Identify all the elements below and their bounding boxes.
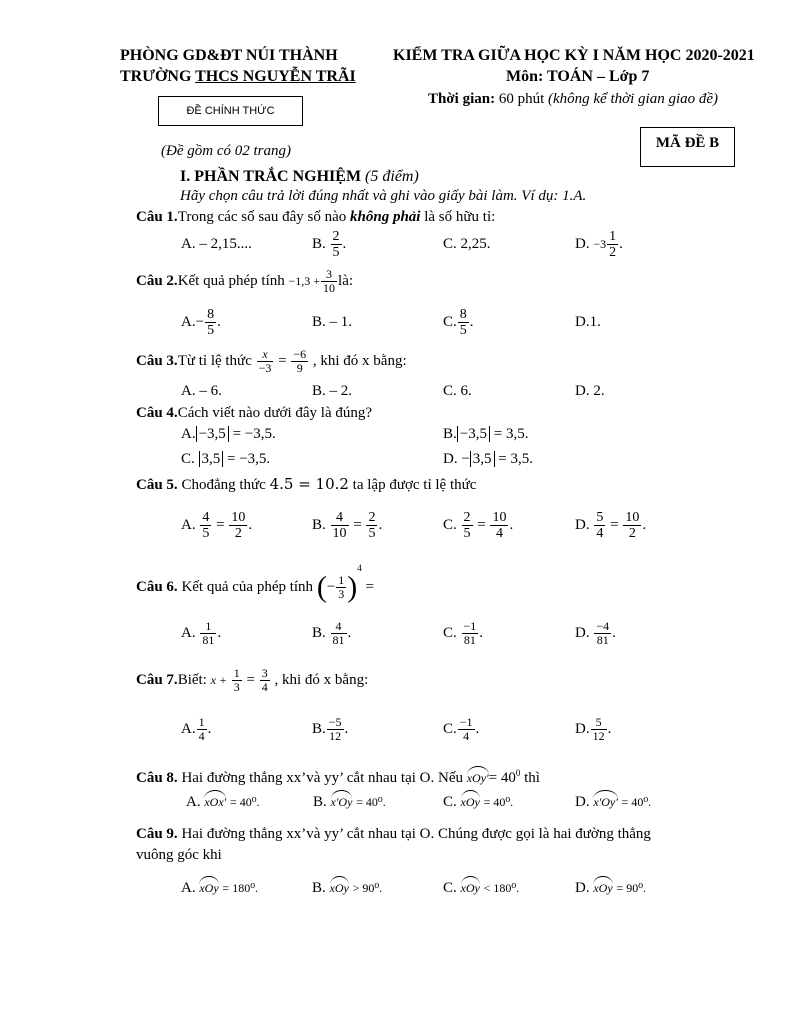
q1-option-b: B. $\frac{2}{5}$ .: [312, 229, 347, 260]
q6-option-a: A. $\frac{1}{81}$ .: [181, 619, 222, 647]
q5-option-b: B. $\frac{4}{10}$ = $\frac{2}{5}$ .: [312, 510, 383, 541]
question-4: Câu 4.Cách viết nào dưới đây là đúng?: [136, 405, 373, 421]
q9-option-b: B. xOy > 90⁰.: [312, 880, 383, 896]
q9-option-c: C. xOy < 180⁰.: [443, 880, 520, 896]
subject: Môn: TOÁN – Lớp 7: [506, 68, 650, 85]
q3-option-b: B. – 2.: [312, 383, 353, 399]
q7-option-b: B. $\frac{-5}{12}$ .: [312, 715, 349, 743]
time-line: Thời gian: 60 phút (không kể thời gian giao đề): [428, 91, 719, 107]
q8-option-d: D. x'Oy' = 40⁰.: [575, 794, 652, 810]
question-3: Câu 3.Từ tỉ lệ thức $\frac{x}{-3}$ = $\frac{-6}{9}$ , khi đó x bằng:: [136, 347, 407, 375]
q7-option-c: C. $\frac{-1}{4}$ .: [443, 715, 480, 743]
q4-option-a: A. −3,5 = −3,5.: [181, 426, 276, 442]
official-label: ĐỀ CHÍNH THỨC: [186, 105, 275, 117]
q7-option-d: D. $\frac{5}{12}$ .: [575, 715, 612, 743]
q2-option-b: B. – 1.: [312, 314, 353, 330]
question-2: Câu 2.Kết quả phép tính −1,3 + $\frac{3}{10}$ là:: [136, 267, 354, 295]
q3-option-a: A. – 6.: [181, 383, 222, 399]
pages-note: (Đề gồm có 02 trang): [161, 143, 291, 159]
q2-option-a: A.− $\frac{8}{5}$ .: [181, 307, 221, 338]
question-5: Câu 5. Chođẳng thức 4.5 = 10.2 ta lập được tỉ lệ thức: [136, 475, 477, 493]
q1-option-c: C. 2,25.: [443, 236, 491, 252]
q4-option-c: C. 3,5 = −3,5.: [181, 451, 271, 467]
q8-option-c: C. xOy = 40⁰.: [443, 794, 514, 810]
question-9-line-1: Câu 9. Hai đường thẳng xx’và yy’ cắt nhau tại O. Chúng được gọi là hai đường thẳng: [136, 826, 651, 842]
section-instruction: Hãy chọn câu trả lời đúng nhất và ghi vào giấy bài làm. Ví dụ: 1.A.: [180, 188, 587, 204]
question-7: Câu 7.Biết: x + $\frac{1}{3}$ = $\frac{3}{4}$ , khi đó x bằng:: [136, 666, 369, 694]
exam-code: MÃ ĐỀ B: [655, 135, 720, 151]
department-name: PHÒNG GD&ĐT NÚI THÀNH: [120, 47, 338, 64]
question-1: Câu 1.Trong các số sau đây số nào không phải là số hữu tỉ:: [136, 209, 496, 225]
q4-option-b: B. −3,5 = 3,5.: [443, 426, 529, 442]
question-6: Câu 6. Kết quả của phép tính (− $\frac{1}{3}$ )$^4$ =: [136, 563, 374, 604]
exam-title: KIỂM TRA GIỮA HỌC KỲ I NĂM HỌC 2020-2021: [393, 47, 755, 64]
q3-option-d: D. 2.: [575, 383, 605, 399]
q5-option-a: A. $\frac{4}{5}$ = $\frac{10}{2}$ .: [181, 510, 253, 541]
q9-option-d: D. xOy = 90⁰.: [575, 880, 646, 896]
section-title: I. PHẦN TRẮC NGHIỆM (5 điểm): [180, 168, 419, 185]
q4-option-d: D. − 3,5 = 3,5.: [443, 451, 534, 467]
q3-option-c: C. 6.: [443, 383, 472, 399]
q2-option-d: D.1.: [575, 314, 601, 330]
q6-option-d: D. $\frac{-4}{81}$ .: [575, 619, 616, 647]
q1-option-d: D. −3 $\frac{1}{2}$ .: [575, 229, 623, 260]
q7-option-a: A. $\frac{1}{4}$ .: [181, 715, 212, 743]
question-8: Câu 8. Hai đường thẳng xx’và yy’ cắt nhau tại O. Nếu $xOy'= 40^0$ thì: [136, 768, 540, 786]
question-9-line-2: vuông góc khi: [136, 847, 222, 863]
school-name: TRƯỜNG THCS NGUYỄN TRÃI: [120, 68, 356, 85]
q8-option-a: A. xOx' = 40⁰.: [186, 794, 260, 810]
q5-option-c: C. $\frac{2}{5}$ = $\frac{10}{4}$ .: [443, 510, 514, 541]
q6-option-c: C. $\frac{-1}{81}$ .: [443, 619, 484, 647]
official-label-box: [158, 96, 303, 126]
q2-option-c: C. $\frac{8}{5}$ .: [443, 307, 474, 338]
exam-code-box: [640, 127, 735, 167]
q9-option-a: A. xOy = 180⁰.: [181, 880, 258, 896]
q1-option-a: A. – 2,15....: [181, 236, 252, 252]
q8-option-b: B. x'Oy = 40⁰.: [313, 794, 386, 810]
q6-option-b: B. $\frac{4}{81}$ .: [312, 619, 352, 647]
q5-option-d: D. $\frac{5}{4}$ = $\frac{10}{2}$ .: [575, 510, 647, 541]
